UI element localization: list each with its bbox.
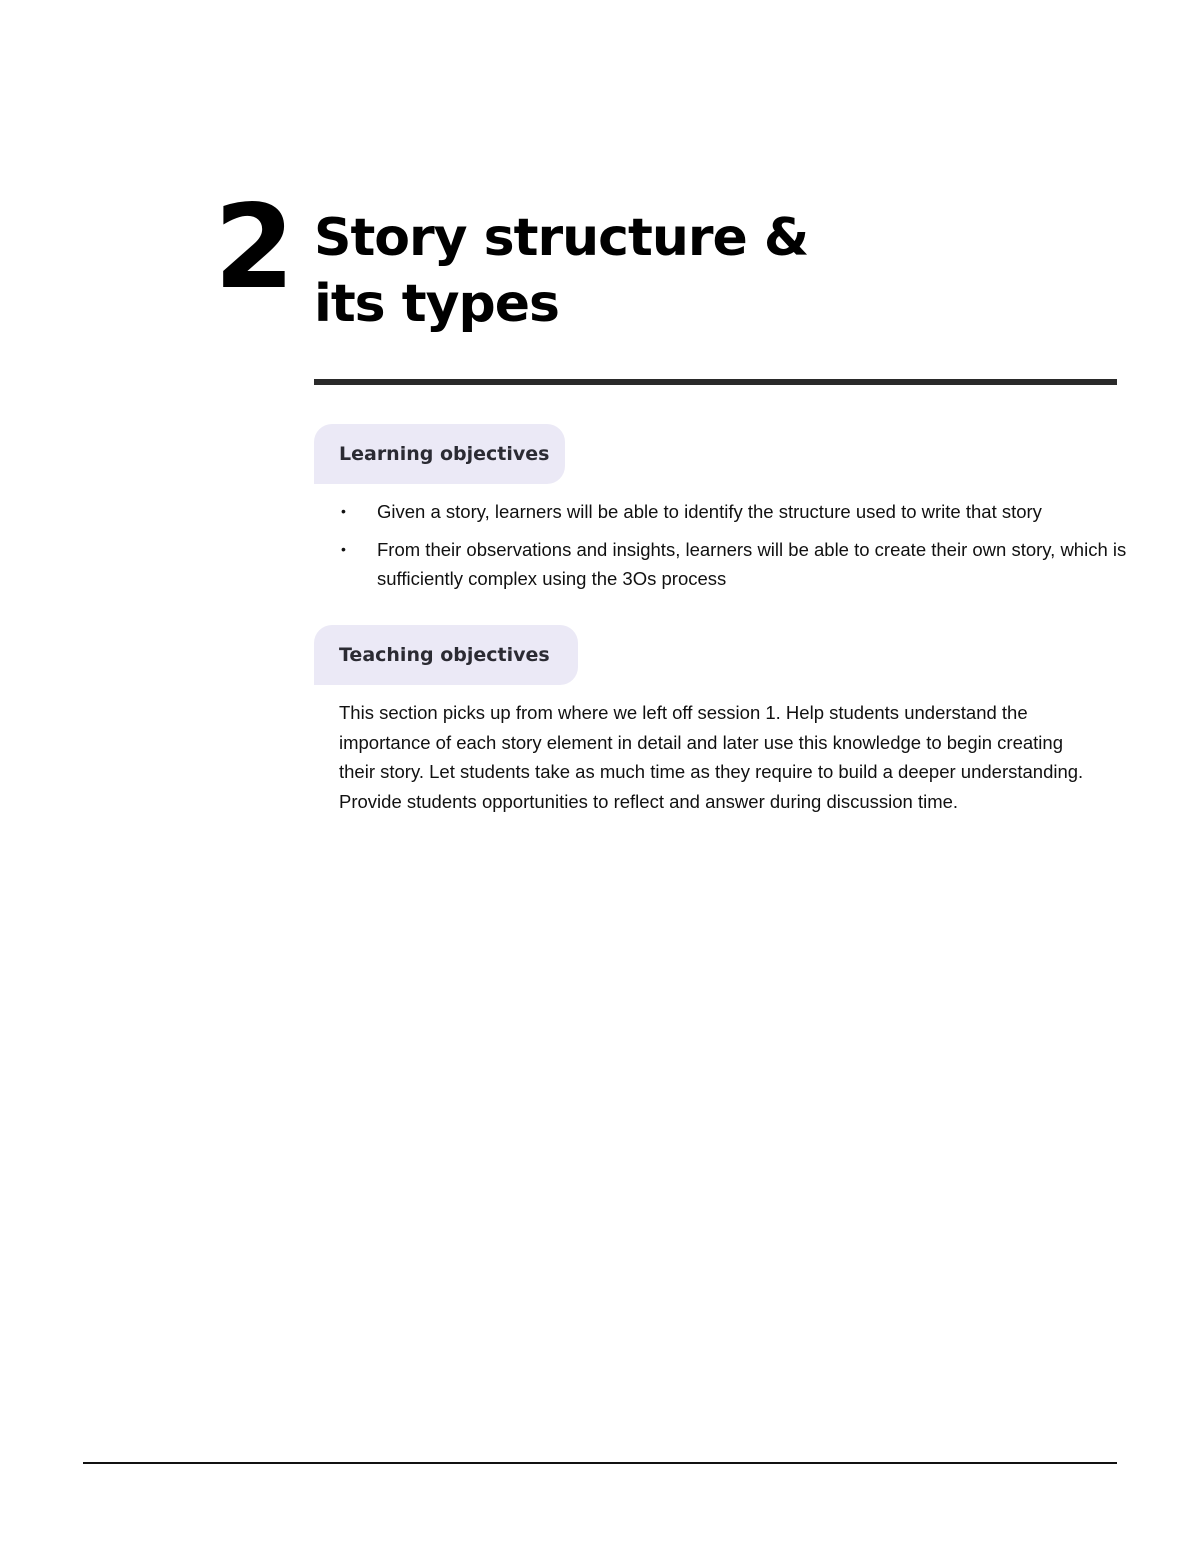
teaching-objectives-heading [314, 625, 578, 685]
list-item [339, 497, 1129, 527]
teaching-objectives-label: Teaching objectives [339, 644, 550, 666]
learning-objectives-heading [314, 424, 565, 484]
learning-objectives-label: Learning objectives [339, 443, 550, 465]
chapter-title [314, 205, 1014, 337]
title-divider [314, 379, 1117, 385]
bullet-icon: • [341, 540, 346, 557]
list-item-text: From their observations and insights, learners will be able to create their own story, which is sufficiently complex using the 3Os process [377, 538, 1127, 589]
footer-divider [83, 1462, 1117, 1464]
teaching-objectives-text: This section picks up from where we left off session 1. Help students understand the importance of each story element in detail and later use this knowledge to begin creating their story. Let students take as much time as they require to build a deeper understanding. Provide students opportunities to reflect and answer during discussion time. [339, 702, 1084, 812]
list-item [339, 535, 1129, 594]
bullet-icon: • [341, 503, 346, 519]
chapter-title-line-2: its types [314, 274, 559, 334]
chapter-title-line-1: Story structure & [314, 208, 809, 268]
learning-objectives-list [339, 497, 1129, 602]
list-item-text: Given a story, learners will be able to identify the structure used to write that story [377, 501, 1042, 522]
chapter-number: 2 [214, 180, 293, 315]
